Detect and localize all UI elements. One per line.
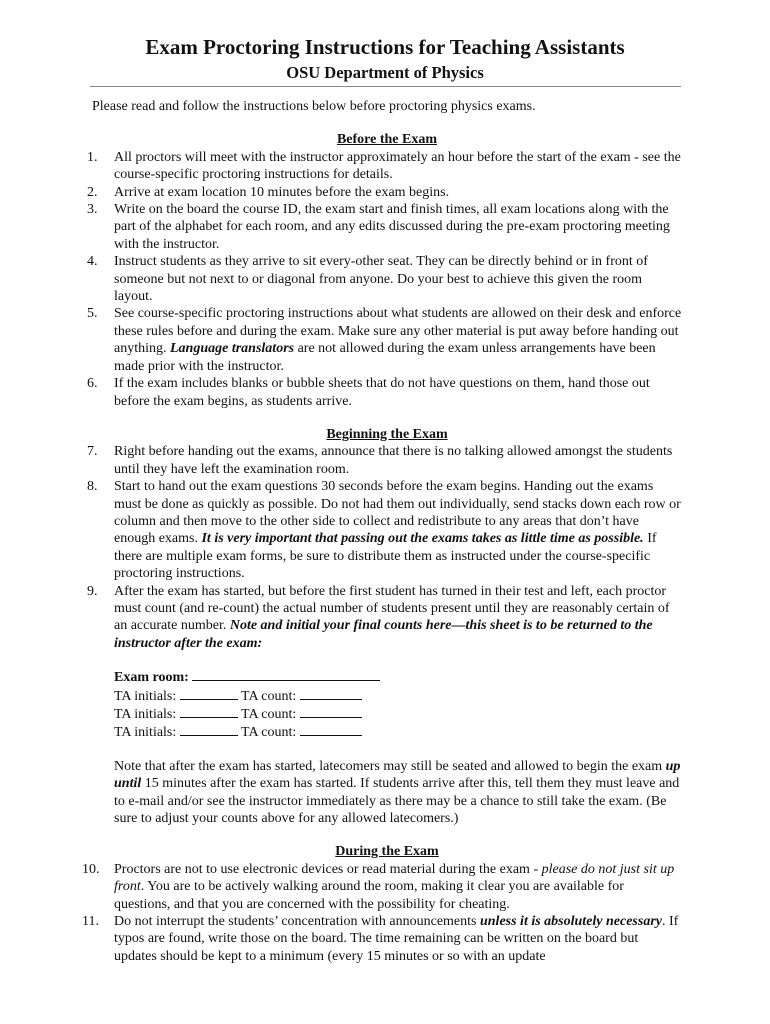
- emphasis-text: unless it is absolutely necessary: [479, 914, 662, 930]
- count-form: [114, 668, 682, 742]
- ta-initials-label: TA initials:: [114, 725, 177, 741]
- list-item: 7. Right before handing out the exams, announce that there is no talking allowed amongst the students until they have left the examination room.: [87, 444, 673, 477]
- list-item: 1. All proctors will meet with the instructor approximately an hour before the start of the exam - see the course-specific proctoring instructions for details.: [87, 149, 681, 183]
- title-divider: [90, 86, 681, 87]
- ta-count-row: [114, 723, 682, 741]
- latecomers-note: Note that after the exam has started, latecomers may still be seated and allowed to begin the exam up until 15 minutes after the exam has started. If students arrive after this, tell them they must leave and to e-mail and/or see the instructor immediately as there may be a chance to still take the exam. (Be sure to adjust your counts above for any allowed latecomers.): [114, 758, 681, 827]
- list-item: 8. Start to hand out the exam questions 30 seconds before the exam begins. Handing out the exams must be done as quickly as possible. Do not had them out individually, send stacks down each row or column and then move to the other side to collect and redistribute to any areas that don’t have enough exams. It is very important that passing out the exams takes as little time as possible. If there are multiple exam forms, be sure to distribute them as instructed under the course-specific proctoring instructions.: [87, 479, 681, 582]
- ta-count-row: [114, 705, 682, 723]
- list-item: 10. Proctors are not to use electronic devices or read material during the exam - please do not just sit up front. You are to be actively walking around the room, making it clear you are available for questions, and that you are concerned with the possibility for cheating.: [82, 861, 675, 912]
- document-subtitle: OSU Department of Physics: [286, 63, 484, 82]
- exam-room-row: [114, 668, 682, 686]
- list-item: 3. Write on the board the course ID, the exam start and finish times, all exam locations along with the part of the alphabet for each room, and any edits discussed during the pre-exam proctoring meeting with the instructor.: [87, 202, 670, 252]
- ta-count-blank[interactable]: [300, 723, 362, 736]
- emphasis-text: Language translators: [170, 341, 295, 357]
- ta-count-label: TA count:: [241, 725, 297, 741]
- intro-paragraph: Please read and follow the instructions below before proctoring physics exams.: [92, 99, 536, 114]
- ta-initials-blank[interactable]: [180, 705, 238, 718]
- document-body: [82, 98, 682, 965]
- exam-room-blank[interactable]: [192, 668, 380, 681]
- ta-count-label: TA count:: [241, 688, 297, 704]
- list-item: 4. Instruct students as they arrive to sit every-other seat. They can be directly behind or in front of someone but not next to or diagonal from anyone. Do your best to achieve this given the room layout.: [87, 254, 648, 305]
- ta-initials-blank[interactable]: [180, 723, 238, 736]
- emphasis-text: Note and initial your final counts here—this sheet is to be returned to the instructor after the exam:: [114, 618, 653, 651]
- ta-count-row: [114, 687, 682, 705]
- ta-count-blank[interactable]: [300, 687, 362, 700]
- ta-count-label: TA count:: [241, 707, 297, 722]
- section-heading-beginning: Beginning the Exam: [326, 426, 448, 442]
- section-heading-before: Before the Exam: [336, 132, 438, 148]
- list-item: 2. Arrive at exam location 10 minutes before the exam begins.: [87, 184, 450, 200]
- exam-room-label: Exam room:: [114, 670, 189, 686]
- beginning-list: [87, 443, 682, 652]
- section-heading-during: During the Exam: [335, 844, 439, 860]
- ta-count-blank[interactable]: [300, 705, 362, 718]
- emphasis-text: up until: [114, 758, 681, 792]
- emphasis-text: It is very important that passing out the exams takes as little time as possible.: [201, 531, 644, 547]
- list-item: 5. See course-specific proctoring instructions about what students are allowed on their desk and enforce these rules before and during the exam. Make sure any other material is put away before handing out anything. Language translators are not allowed during the exam unless arrangements have been made prior with the instructor.: [87, 306, 682, 374]
- ta-initials-blank[interactable]: [180, 687, 238, 700]
- list-item: 9. After the exam has started, but before the first student has turned in their test and left, each proctor must count (and re-count) the actual number of students present until they are reasonably certain of an accurate number. Note and initial your final counts here—this sheet is to be returned to the instructor after the exam:: [87, 583, 670, 651]
- during-list: [82, 861, 682, 965]
- before-list: [87, 149, 682, 410]
- list-item: 11. Do not interrupt the students’ concentration with announcements unless it is absolutely necessary. If typos are found, write those on the board. The time remaining can be written on the board but updates should be kept to a minimum (every 15 minutes or so with an update: [82, 914, 679, 964]
- ta-initials-label: TA initials:: [114, 707, 177, 722]
- ta-initials-label: TA initials:: [114, 688, 177, 704]
- list-item: 6. If the exam includes blanks or bubble sheets that do not have questions on them, hand those out before the exam begins, as students arrive.: [87, 376, 650, 409]
- document-title: Exam Proctoring Instructions for Teaching Assistants: [145, 35, 625, 59]
- italic-text: please do not just sit up front: [114, 861, 675, 895]
